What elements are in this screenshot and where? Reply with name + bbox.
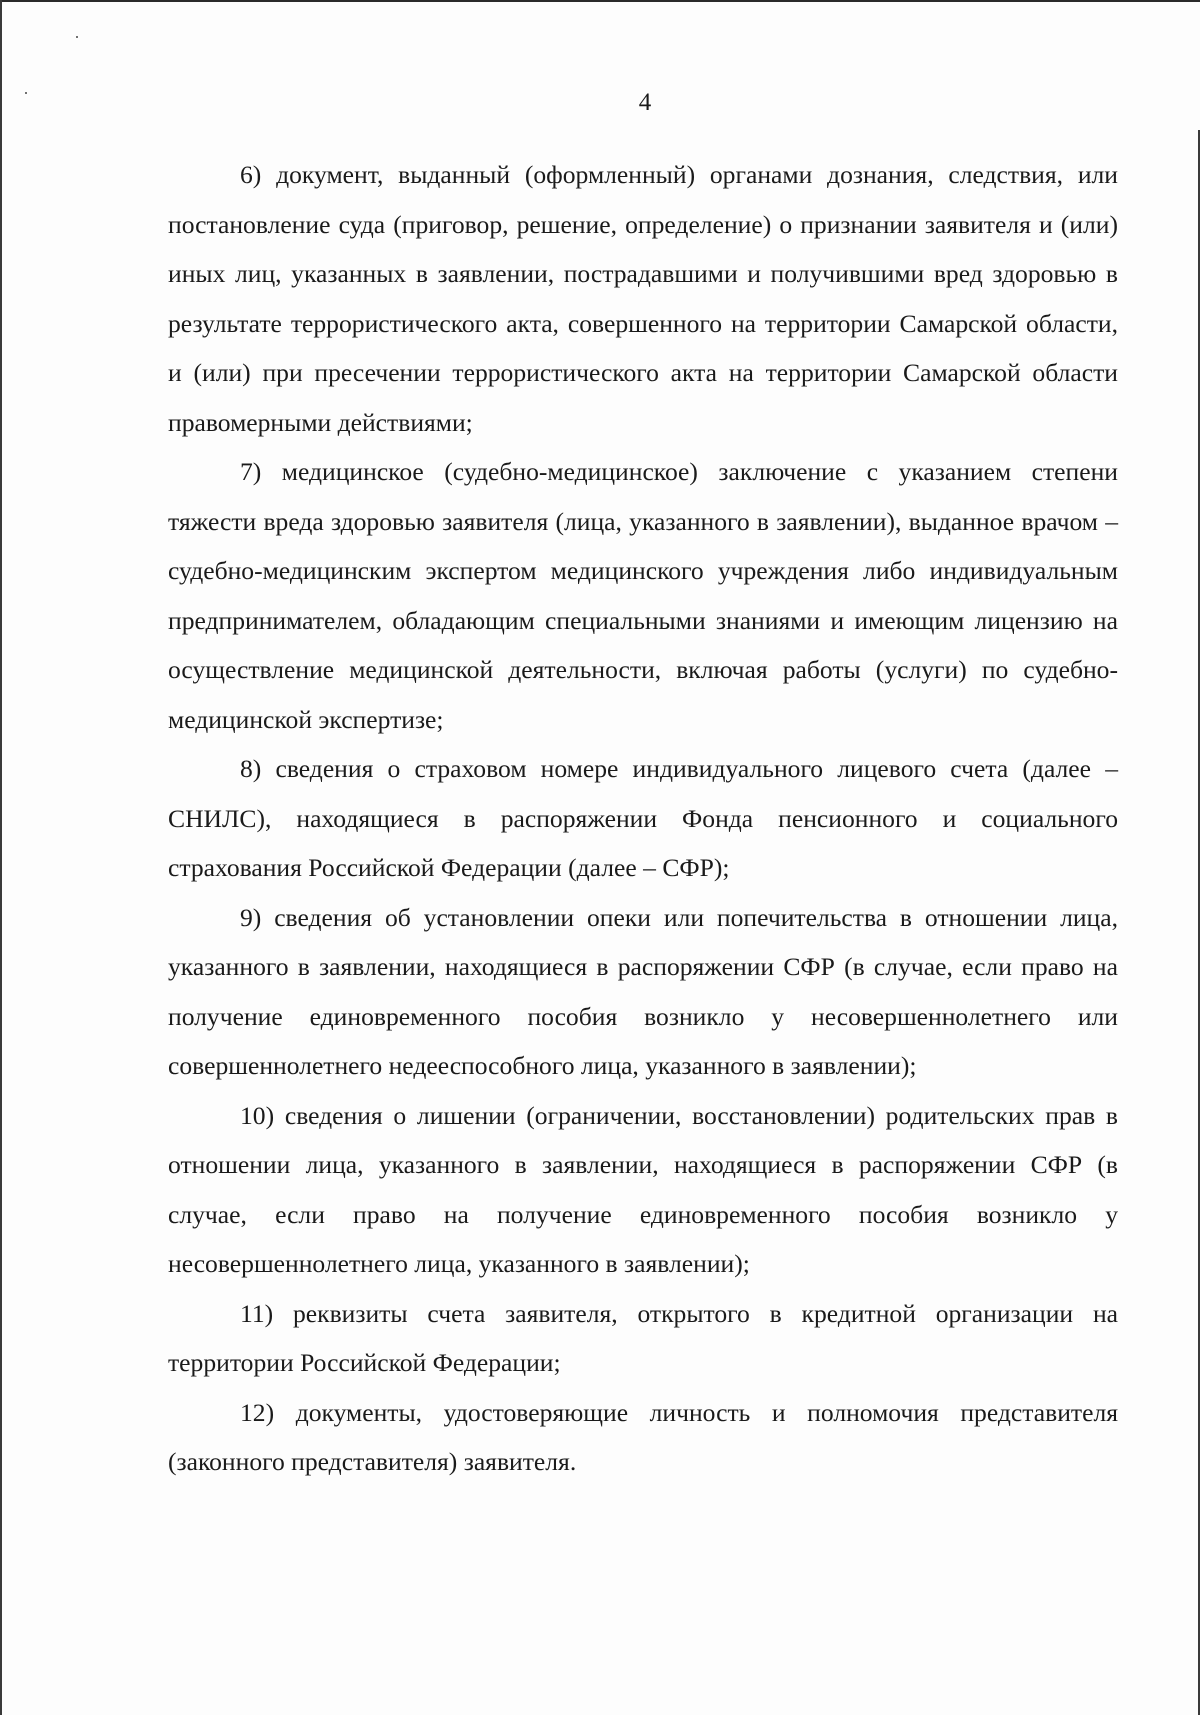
page-number: 4 (638, 89, 652, 116)
list-item-12: 12) документы, удостоверяющие личность и полномочия представителя (законного представителя) заявителя. (168, 1397, 1118, 1476)
list-item-9: 9) сведения об установлении опеки или попечительства в отношении лица, указанного в заявлении, находящиеся в распоряжении СФР (в случае, если право на получение единовременного пособия возникло у несовершеннолетнего или совершеннолетнего недееспособного лица, указанного в заявлении); (168, 902, 1118, 1080)
list-item-10: 10) сведения о лишении (ограничении, восстановлении) родительских прав в отношении лица, указанного в заявлении, находящиеся в распоряжении СФР (в случае, если право на получение единовременного пособия возникло у несовершеннолетнего лица, указанного в заявлении); (168, 1100, 1118, 1278)
scan-edge-left (0, 0, 2, 1715)
list-item-8: 8) сведения о страховом номере индивидуального лицевого счета (далее – СНИЛС), находящиеся в распоряжении Фонда пенсионного и социального страхования Российской Федерации (далее – СФР); (168, 754, 1118, 882)
scan-speck (76, 36, 78, 38)
document-body (168, 150, 1118, 1487)
list-item-6: 6) документ, выданный (оформленный) органами дознания, следствия, или постановление суда (приговор, решение, определение) о признании заявителя и (или) иных лиц, указанных в заявлении, пострадавшими и получившими вред здоровью в результате террористического акта, совершенного на территории Самарской области, и (или) при пресечении террористического акта на территории Самарской области правомерными действиями; (168, 160, 1118, 437)
list-item-7: 7) медицинское (судебно-медицинское) заключение с указанием степени тяжести вреда здоровью заявителя (лица, указанного в заявлении), выданное врачом – судебно-медицинским экспертом медицинского учреждения либо индивидуальным предпринимателем, обладающим специальными знаниями и имеющим лицензию на осуществление медицинской деятельности, включая работы (услуги) по судебно-медицинской экспертизе; (168, 457, 1118, 734)
scan-edge-top (0, 0, 1200, 2)
list-item-11: 11) реквизиты счета заявителя, открытого в кредитной организации на территории Российской Федерации; (168, 1298, 1118, 1377)
